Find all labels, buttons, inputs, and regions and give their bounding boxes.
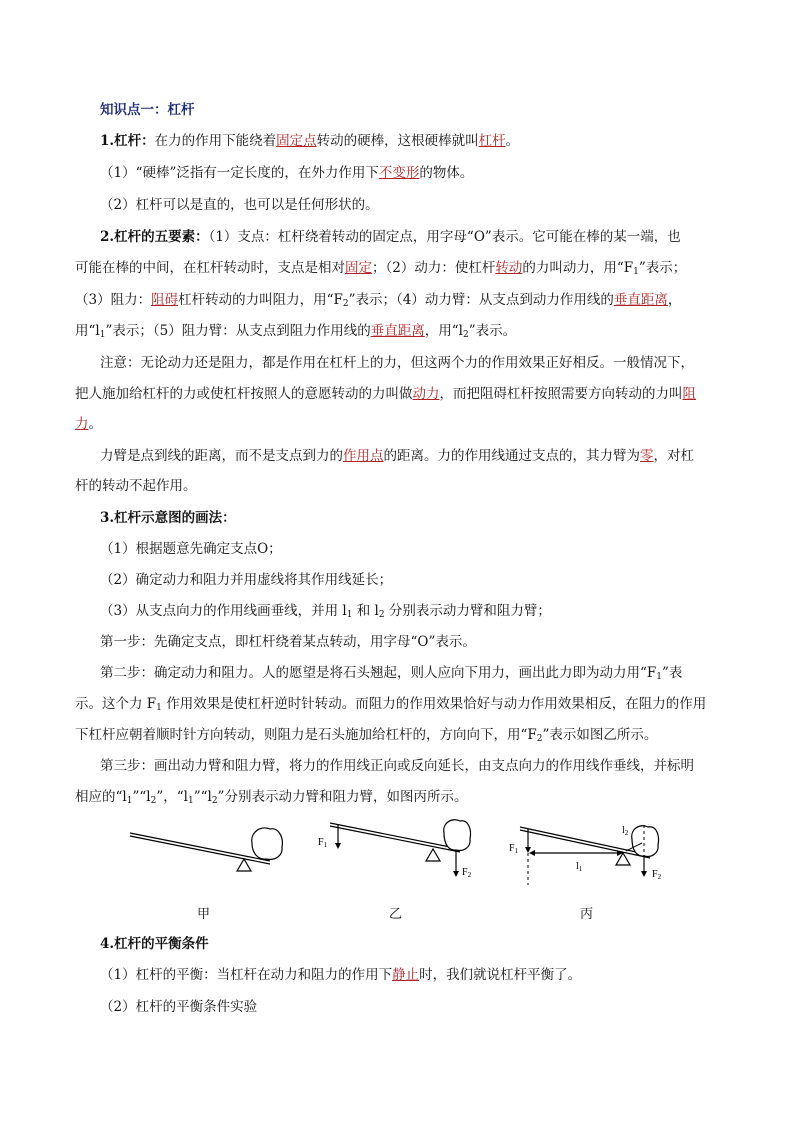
arrowhead [529, 850, 535, 856]
label-f1: $F_1$ [509, 843, 519, 855]
figure-yi [318, 820, 472, 879]
heading-five-elements: 2.杠杆的五要素： [100, 229, 209, 245]
subscript: 1 [99, 330, 106, 340]
label-f2: $F_2$ [462, 867, 472, 879]
text: ，而把阻碍杠杆按照需要方向转动的力叫 [439, 386, 683, 402]
term-action-point: 作用点 [343, 448, 384, 464]
text: 力臂是点到线的距离，而不是支点到力的 [100, 448, 343, 464]
text: ，对杠 [653, 448, 694, 464]
step-1-pivot: （1）根据题意先确定支点O； [100, 541, 282, 557]
text: 的物体。 [419, 165, 474, 181]
text: 时，我们就说杠杆平衡了。 [419, 967, 582, 983]
text: 把人施加给杠杆的力或使杠杆按照人的意愿转动的力叫做 [75, 386, 413, 402]
paragraph-hard-rod [100, 164, 473, 182]
arrowhead [335, 843, 341, 849]
text: 。 [88, 416, 102, 432]
subscript: 1 [656, 672, 663, 682]
text: ，用“l [424, 323, 463, 339]
arrowhead [525, 847, 531, 853]
stone-icon [632, 826, 659, 857]
text: 相应的“l [75, 789, 127, 805]
caption-bing: 丙 [580, 907, 594, 922]
subscript: 1 [156, 703, 162, 713]
paragraph-lever-definition [100, 132, 519, 150]
term-perpendicular-distance-2: 垂直距离 [370, 323, 425, 339]
first-step: 第一步：先确定支点，即杠杆绕着某点转动，用字母“O”表示。 [100, 634, 476, 650]
label-l2: $l_2$ [622, 825, 629, 837]
subscript: 2 [150, 796, 157, 806]
subscript: 1 [126, 796, 133, 806]
term-fixed-point: 固定点 [276, 133, 317, 149]
term-static: 静止 [392, 967, 420, 983]
paragraph-lever-shape: （2）杠杆可以是直的，也可以是任何形状的。 [100, 197, 379, 213]
text: ”表示；（5）阻力臂：从支点到阻力作用线的 [105, 323, 371, 339]
text: 可能在棒的中间，在杠杆转动时，支点是相对 [75, 260, 345, 276]
figure-bing [509, 825, 662, 885]
text: 的力叫动力，用“F [522, 260, 634, 276]
heading-lever: 1.杠杆： [100, 133, 155, 149]
term-lever: 杠杆 [478, 133, 506, 149]
text: ”，“l [156, 789, 188, 805]
term-perpendicular-distance: 垂直距离 [613, 292, 668, 308]
caption-jia: 甲 [197, 907, 211, 922]
term-effort: 动力 [412, 386, 440, 402]
lever-figures [120, 815, 680, 895]
second-step-line2 [75, 695, 706, 717]
lever-bar [330, 823, 460, 849]
lever-bar [130, 833, 270, 861]
paragraph-five-elements-line4 [75, 322, 516, 344]
step-3-arms [100, 602, 551, 624]
text: ”分别表示动力臂和阻力臂，如图丙所示。 [217, 789, 468, 805]
heading-balance-condition: 4.杠杆的平衡条件 [100, 936, 209, 952]
third-step-line1: 第三步：画出动力臂和阻力臂，将力的作用线正向或反向延长，由支点向力的作用线作垂线，并标明 [100, 758, 694, 774]
text: （1）“硬棒”泛指有一定长度的，在外力作用下 [100, 165, 379, 181]
paragraph-note-line1: 注意：无论动力还是阻力，都是作用在杠杆上的力，但这两个力的作用效果正好相反。一般情况下， [100, 355, 694, 371]
text: 转动的硬棒，这根硬棒就叫 [316, 133, 479, 149]
text: ”表示。 [468, 323, 517, 339]
text: 第二步：确定动力和阻力。人的愿望是将石头翘起，则人应向下用力，画出此力即为动力用“F [100, 665, 657, 681]
text: 用“l [75, 323, 100, 339]
label-f2: $F_2$ [652, 869, 662, 881]
term-zero: 零 [640, 448, 654, 464]
second-step-line1 [100, 664, 682, 686]
text: ， [667, 292, 682, 308]
text: （1）支点：杠杆绕着转动的固定点，用字母“O”表示。它可能在棒的某一端，也 [208, 229, 681, 245]
subscript: 1 [633, 267, 639, 277]
text: ”“l [193, 789, 212, 805]
text: （3）阻力： [75, 292, 152, 308]
paragraph-five-elements-line2 [75, 259, 686, 281]
lever-bar-edge [520, 830, 650, 858]
subscript: 1 [346, 610, 353, 620]
lever-bar-edge [330, 826, 460, 852]
third-step-line2 [75, 788, 467, 810]
text: ”表示；（4）动力臂：从支点到动力作用线的 [348, 292, 614, 308]
subscript: 1 [187, 796, 194, 806]
text: 。 [505, 133, 520, 149]
subscript: 2 [536, 734, 543, 744]
term-rotate: 转动 [495, 260, 523, 276]
label-f1: $F_1$ [318, 837, 328, 849]
text: 杠杆转动的力叫阻力，用“F [178, 292, 343, 308]
text: 示。这个力 F [75, 696, 157, 712]
text: ”表示如图乙所示。 [542, 727, 658, 743]
text: 作用效果是使杠杆逆时针转动。而阻力的作用效果恰好与动力作用效果相反，在阻力的作用 [161, 696, 707, 712]
text: 的距离。力的作用线通过支点的，其力臂为 [383, 448, 640, 464]
text: ；（2）动力：使杠杆 [372, 260, 496, 276]
heading-drawing-method: 3.杠杆示意图的画法： [100, 510, 236, 526]
fulcrum-icon [426, 849, 440, 861]
term-resistance-part2: 力 [75, 416, 89, 432]
text: ”表 [662, 665, 683, 681]
term-no-deform: 不变形 [378, 165, 420, 181]
arrowhead [453, 871, 459, 877]
paragraph-arm-line1 [100, 447, 694, 465]
text: 分别表示动力臂和阻力臂； [384, 603, 551, 619]
term-hinder: 阻碍 [151, 292, 179, 308]
caption-yi: 乙 [389, 907, 403, 922]
balance-experiment: （2）杠杆的平衡条件实验 [100, 999, 258, 1015]
text: 和 l [352, 603, 379, 619]
text: （3）从支点向力的作用线画垂线，并用 l [100, 603, 347, 619]
fulcrum-icon [237, 859, 251, 871]
lever-bar [520, 827, 650, 855]
term-resistance-part1: 阻 [682, 386, 696, 402]
paragraph-five-elements-line3 [75, 291, 681, 313]
paragraph-arm-line2: 杆的转动不起作用。 [75, 478, 197, 494]
second-step-line3 [75, 726, 657, 748]
step-2-forces: （2）确定动力和阻力并用虚线将其作用线延长； [100, 572, 393, 588]
term-fixed: 固定 [345, 260, 372, 276]
balance-definition [100, 966, 581, 984]
subscript: 2 [342, 299, 349, 309]
text: （1）杠杆的平衡：当杠杆在动力和阻力的作用下 [100, 967, 393, 983]
text: ”“l [132, 789, 151, 805]
section-title: 知识点一：杠杆 [100, 102, 195, 118]
text: 在力的作用下能绕着 [154, 133, 277, 149]
subscript: 2 [211, 796, 218, 806]
paragraph-note-line3 [75, 415, 102, 433]
figure-jia [130, 828, 282, 871]
stone-icon [444, 820, 471, 851]
subscript: 2 [462, 330, 469, 340]
text: ”表示； [638, 260, 687, 276]
text: 下杠杆应朝着顺时针方向转动，则阻力是石头施加给杠杆的，方向向下，用“F [75, 727, 537, 743]
lever-bar-edge [130, 836, 270, 864]
arrowhead [641, 871, 647, 877]
paragraph-five-elements-line1 [100, 228, 681, 246]
paragraph-note-line2 [75, 385, 696, 403]
stone-icon [252, 828, 283, 859]
label-l1: $l_1$ [576, 861, 583, 873]
subscript: 2 [378, 610, 385, 620]
